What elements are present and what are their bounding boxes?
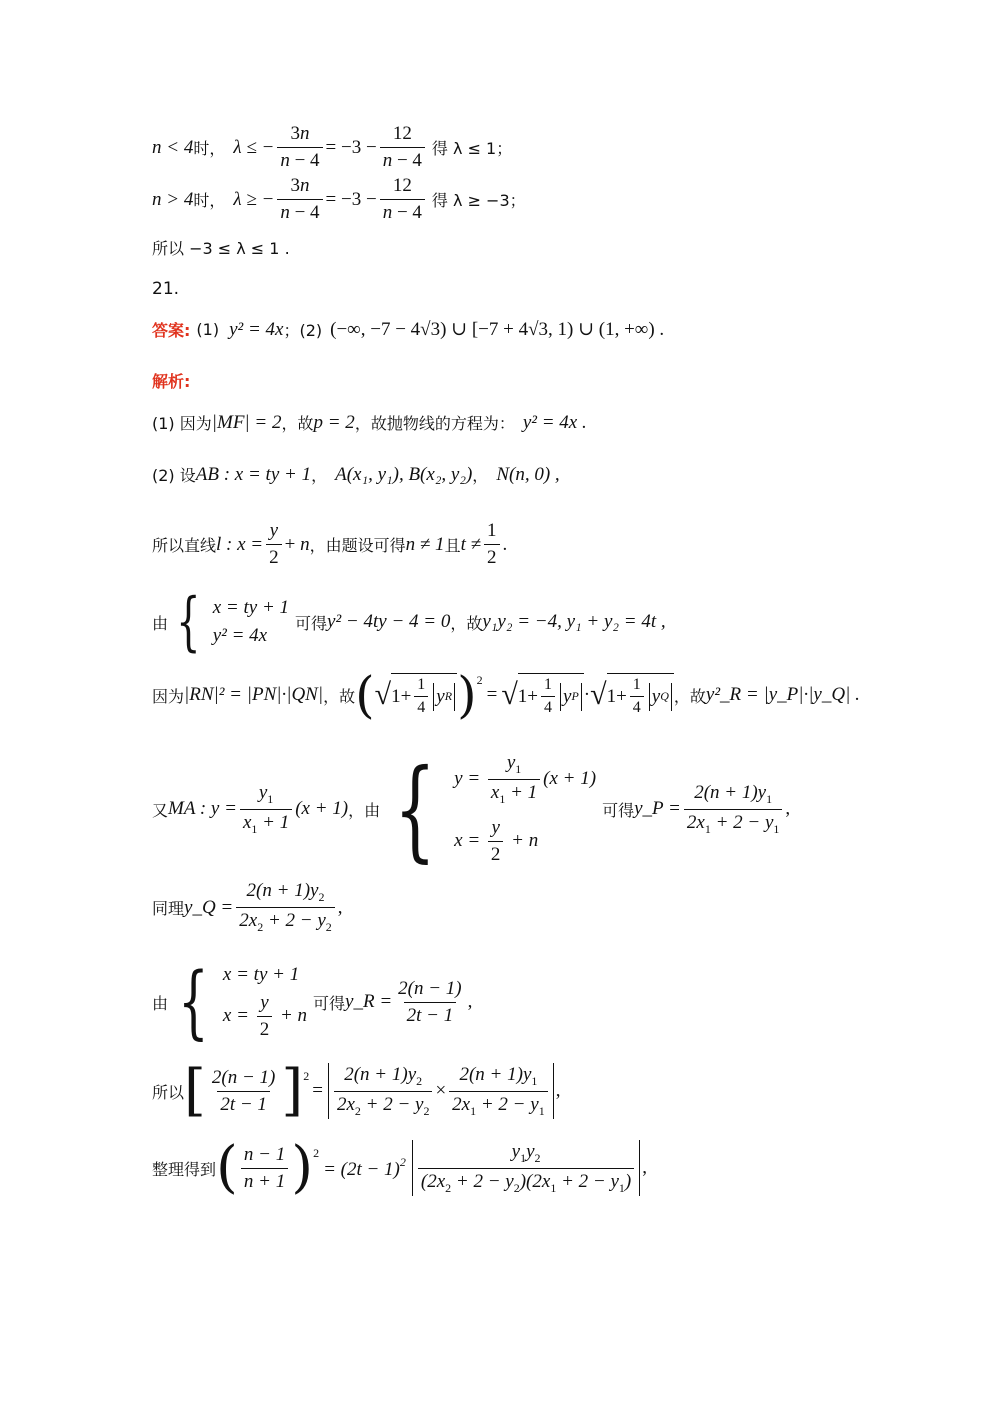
zh: ，故抛物线的方程为： xyxy=(354,414,515,433)
equation-system: x = ty + 1 x = $\frac{y}{2}$ + n xyxy=(222,963,308,1040)
fraction: $\frac{n - 1}{n + 1}$ xyxy=(241,1144,288,1193)
squared-relation: 所以 [ $\frac{2(n - 1)}{2t - 1}$ ] 2 = $\frac{2(n + 1)y_2}{2x_2 + 2 - y_2}$ × $\frac{2(n + 1)y_1}{2x_1 + 2 - y_1}$ , xyxy=(152,1058,561,1123)
zh: 所以 xyxy=(152,1082,185,1102)
zh: (2) 设 xyxy=(152,466,196,485)
yq-line: 同理 y_Q = $\frac{2(n + 1)y_2}{2x_2 + 2 - y_2}$ , xyxy=(152,880,343,934)
answer-part1: (1) xyxy=(196,320,220,339)
eq: (x + 1) xyxy=(295,798,349,819)
eq: MA : y = xyxy=(168,798,237,819)
zh: 时， xyxy=(193,191,226,210)
ma-line: 又 MA : y = $\frac{y_1}{x_1 + 1}$ (x + 1) ，由 { y = $\frac{y_1}{x_1 + 1}$ (x + 1) x = $\frac{y}{2}$ + n 可得 y_P = $\frac{2(n + 1)y_1}{2x_1 + 2 - y_1}$ , xyxy=(152,745,791,873)
eq: t ≠ xyxy=(460,533,482,555)
zh: ，由 xyxy=(348,800,381,820)
zh: (1) 因为 xyxy=(152,414,212,433)
simplified-relation: 整理得到 ( $\frac{n - 1}{n + 1}$ ) 2 = $(2t - 1)^2$ $\frac{y_1y_2}{(2x_2 + 2 - y_2)(2x_1 + 2 - y_1)}$ , xyxy=(152,1135,647,1200)
eq: AB : x = ty + 1 xyxy=(195,463,312,485)
cond: n < 4 xyxy=(152,136,194,158)
sys-eq: x = ty + 1 xyxy=(212,597,290,618)
fraction: $\frac{1}{2}$ xyxy=(484,520,500,569)
rn-relation: 因为 |RN|² = |PN|·|QN| ，故 ( √ 1+ $\frac{1}{4}$ y R ) 2 = √ 1+ $\frac{1}{4}$ y P · √ 1+ $\frac{1}{4}$ y Q ，故 y²_R = |y_P|·|y_Q| . xyxy=(152,666,860,724)
fraction: $\frac{2(n + 1)y_2}{2x_2 + 2 - y_2}$ xyxy=(236,880,335,935)
answer-eq1: y² = 4x xyxy=(229,318,284,340)
zh: 又 xyxy=(152,800,169,820)
eq: y² = 4x . xyxy=(522,411,587,433)
eq: y² − 4ty − 4 = 0 xyxy=(327,611,451,632)
yr-line: 由 { x = ty + 1 x = $\frac{y}{2}$ + n 可得 y_R = $\frac{2(n - 1)}{2t - 1}$ , xyxy=(152,955,473,1048)
eq: l : x = xyxy=(216,533,264,555)
eq: n ≠ 1 xyxy=(405,533,445,555)
eq: N(n, 0) , xyxy=(496,463,560,485)
zh: 整理得到 xyxy=(152,1159,217,1179)
conclusion: 所以 −3 ≤ λ ≤ 1 . xyxy=(152,239,290,258)
fraction: $\frac{y}{2}$ xyxy=(266,520,282,569)
zh: ，由题设可得 xyxy=(309,536,406,555)
result: 得 λ ≤ 1； xyxy=(431,139,513,158)
zh: 可得 xyxy=(602,800,635,820)
analysis-part2: (2) 设 AB : x = ty + 1 ， A(x₁, y₁), B(x₂, y₂) ， N(n, 0) , xyxy=(152,463,560,485)
zh: 因为 xyxy=(152,686,185,706)
zh: ，故 xyxy=(673,686,706,706)
zh: 且 xyxy=(444,536,461,555)
question-number: 21. xyxy=(152,279,180,299)
zh: 可得 xyxy=(313,993,346,1013)
answer-label: 答案: xyxy=(152,321,191,340)
cond: n > 4 xyxy=(152,188,194,210)
sys-eq: x = ty + 1 xyxy=(222,963,300,985)
fraction: $\frac{2(n - 1)}{2t - 1}$ xyxy=(211,1066,276,1115)
analysis-label: 解析: xyxy=(152,372,191,391)
answer-part2: ；(2) xyxy=(283,321,323,340)
answer-eq2: (−∞, −7 − 4√3) ∪ [−7 + 4√3, 1) ∪ (1, +∞) . xyxy=(330,319,665,340)
system-1: 由 { x = ty + 1 y² = 4x 可得 y² − 4ty − 4 = 0 ，故 y₁y₂ = −4, y₁ + y₂ = 4t , xyxy=(152,585,666,659)
eq: |RN|² = |PN|·|QN| xyxy=(184,684,324,705)
result: 得 λ ≥ −3； xyxy=(431,191,526,210)
fraction: $\frac{2(n - 1)}{2t - 1}$ xyxy=(398,977,462,1026)
zh: ，故 xyxy=(281,414,314,433)
eq: y²_R = |y_P|·|y_Q| . xyxy=(705,684,860,705)
zh: 时， xyxy=(193,139,226,158)
sys-eq: y² = 4x xyxy=(212,625,268,646)
fraction: $\frac{y_1}{x_1 + 1}$ xyxy=(240,782,292,837)
zh: ，故 xyxy=(323,686,356,706)
zh: 由 xyxy=(152,613,169,633)
fraction: $\frac{2(n + 1)y_1}{2x_1 + 2 - y_1}$ xyxy=(684,782,783,837)
zh: 同理 xyxy=(152,899,185,918)
zh: 由 xyxy=(152,993,169,1013)
eq: p = 2 xyxy=(313,411,355,433)
fraction: $\frac{3n}{n - 4}$ xyxy=(277,175,322,224)
eq: y₁y₂ = −4, y₁ + y₂ = 4t , xyxy=(482,611,666,632)
equation-system: y = $\frac{y_1}{x_1 + 1}$ (x + 1) x = $\frac{y}{2}$ + n xyxy=(454,752,597,865)
equation-system xyxy=(213,597,289,647)
eq: |MF| = 2 xyxy=(211,411,282,433)
analysis-part1 xyxy=(152,411,587,434)
fraction: $\frac{12}{n - 4}$ xyxy=(380,123,425,172)
answer-line xyxy=(152,318,664,341)
line-l: 所以直线 l : x = $\frac{y}{2}$ + n ，由题设可得 n ≠ 1 且 t ≠ $\frac{1}{2}$ . xyxy=(152,520,508,568)
eq: y_P = xyxy=(634,798,681,819)
zh: ，故 xyxy=(450,613,483,633)
fraction: $\frac{12}{n - 4}$ xyxy=(380,175,425,224)
fraction: $\frac{3n}{n - 4}$ xyxy=(277,123,322,172)
eq: y_Q = xyxy=(184,896,234,918)
zh: 可得 xyxy=(295,613,328,633)
eq: y_R = xyxy=(345,991,393,1012)
case-n-less-4: n < 4 时， λ ≤ − $\frac{3n}{n - 4}$ = −3 − $\frac{12}{n - 4}$ 得 λ ≤ 1； xyxy=(152,123,513,171)
case-n-greater-4: n > 4 时， λ ≥ − $\frac{3n}{n - 4}$ = −3 − $\frac{12}{n - 4}$ 得 λ ≥ −3； xyxy=(152,175,526,223)
eq: A(x₁, y₁), B(x₂, y₂) xyxy=(335,463,473,485)
zh: 所以直线 xyxy=(152,536,217,555)
